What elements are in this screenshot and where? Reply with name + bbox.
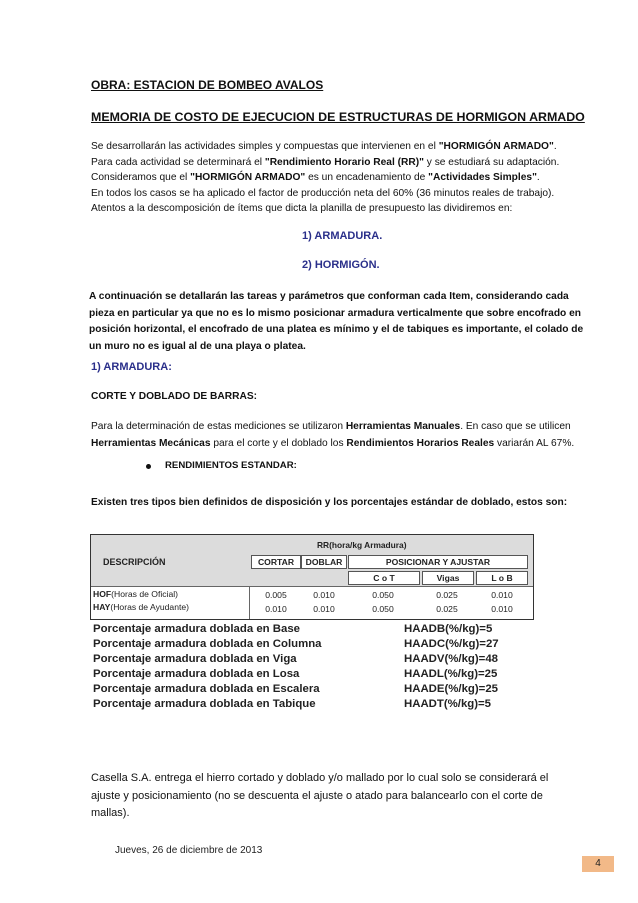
casella-line: mallas). — [91, 807, 130, 819]
table-descripcion-header: DESCRIPCIÓN — [103, 557, 166, 567]
porcentaje-row — [93, 638, 513, 650]
intro-line — [91, 155, 591, 171]
row-label: (Horas de Oficial) — [111, 589, 178, 599]
table-posicionar-header: POSICIONAR Y AJUSTAR — [348, 555, 528, 569]
table-cell: 0.010 — [491, 590, 513, 600]
table-row — [93, 589, 178, 599]
detalle-line: pieza en particular ya que no es lo mismo posicionar armadura verticalmente que sobre encofrado en — [89, 307, 581, 319]
table-cell: 0.010 — [265, 604, 287, 614]
footer-date: Jueves, 26 de diciembre de 2013 — [115, 845, 263, 856]
porcentaje-label: Porcentaje armadura doblada en Viga — [93, 653, 297, 665]
row-code: HOF — [93, 589, 112, 599]
tipos-text: Existen tres tipos bien definidos de disposición y los porcentajes estándar de doblado, estos son: — [91, 497, 568, 508]
porcentaje-code: HAADV(%/kg)=48 — [404, 653, 498, 665]
table-cell: 0.025 — [436, 590, 458, 600]
porcentaje-row — [93, 623, 513, 635]
detalle-line: posición horizontal, el encofrado de una platea es mínimo y el de tabiques es importante, el colado de — [89, 324, 584, 335]
text-bold: Rendimientos Horarios Reales — [346, 438, 495, 449]
text: es un encadenamiento de — [305, 172, 429, 183]
porcentaje-code: HAADT(%/kg)=5 — [404, 698, 492, 710]
table-cell: 0.010 — [491, 604, 513, 614]
text: . — [536, 172, 540, 183]
section-armadura-title: 1) ARMADURA: — [91, 361, 172, 373]
herramientas-line — [91, 418, 611, 435]
intro-line — [91, 139, 591, 155]
text-bold: Herramientas Manuales — [345, 421, 461, 432]
porcentaje-code: HAADE(%/kg)=25 — [404, 683, 498, 695]
row-code: HAY — [93, 602, 111, 612]
table-cell: 0.005 — [265, 590, 287, 600]
intro-paragraph — [91, 139, 591, 217]
porcentaje-label: Porcentaje armadura doblada en Escalera — [93, 683, 320, 695]
table-cell: 0.010 — [313, 590, 335, 600]
intro-line — [91, 170, 591, 186]
detalle-paragraph — [89, 289, 599, 355]
table-cell: 0.050 — [372, 590, 394, 600]
table-divider — [91, 586, 533, 587]
table-rr-header: RR(hora/kg Armadura) — [317, 540, 407, 550]
memoria-title: MEMORIA DE COSTO DE EJECUCION DE ESTRUCTURAS DE HORMIGON ARMADO — [91, 110, 585, 124]
intro-line: Atentos a la descomposición de ítems que dicta la planilla de presupuesto las dividiremos en: — [91, 203, 513, 214]
porcentaje-label: Porcentaje armadura doblada en Tabique — [93, 698, 316, 710]
text: Consideramos que el — [91, 172, 191, 183]
text-bold: "Rendimiento Horario Real (RR)" — [264, 156, 424, 168]
item-hormigon: 2) HORMIGÓN. — [302, 259, 380, 271]
herramientas-line — [91, 435, 611, 452]
table-cell: 0.010 — [313, 604, 335, 614]
text: . En caso que se utilicen — [460, 421, 571, 432]
table-cell: 0.025 — [436, 604, 458, 614]
casella-line: ajuste y posicionamiento (no se descuenta el ajuste o atado para balancearlo con el corte de — [91, 789, 543, 802]
porcentaje-row — [93, 653, 513, 665]
section-subtitle: CORTE Y DOBLADO DE BARRAS: — [91, 391, 258, 402]
page-number: 4 — [582, 856, 614, 872]
bullet-icon — [146, 464, 151, 469]
porcentaje-row — [93, 668, 513, 680]
text: para el corte y el doblado los — [210, 438, 347, 449]
rendimientos-table — [90, 534, 534, 620]
text: Se desarrollarán las actividades simples y compuestas que intervienen en el — [91, 141, 439, 152]
text: . — [553, 141, 557, 152]
porcentaje-label: Porcentaje armadura doblada en Columna — [93, 638, 322, 650]
table-lob-header: L o B — [476, 571, 528, 585]
table-vigas-header: Vigas — [422, 571, 474, 585]
text-bold: "HORMIGÓN ARMADO" — [438, 141, 554, 152]
porcentaje-row — [93, 698, 513, 710]
text: y se estudiará su adaptación. — [423, 156, 560, 168]
text: Para la determinación de estas mediciones se utilizaron — [91, 421, 346, 432]
detalle-line: un muro no es igual al de una playa o platea. — [89, 340, 306, 352]
casella-line: Casella S.A. entrega el hierro cortado y doblado y/o mallado por lo cual solo se considerará el — [91, 772, 549, 784]
table-cell: 0.050 — [372, 604, 394, 614]
text: variarán AL 67%. — [494, 438, 575, 449]
porcentaje-code: HAADB(%/kg)=5 — [404, 623, 493, 635]
table-vline — [249, 586, 250, 619]
porcentaje-code: HAADC(%/kg)=27 — [404, 638, 499, 650]
porcentaje-row — [93, 683, 513, 695]
text-bold: "Actividades Simples" — [428, 172, 537, 183]
porcentaje-code: HAADL(%/kg)=25 — [404, 668, 498, 680]
bullet-label: RENDIMIENTOS ESTANDAR: — [165, 460, 297, 471]
porcentaje-label: Porcentaje armadura doblada en Losa — [93, 668, 300, 680]
porcentaje-label: Porcentaje armadura doblada en Base — [93, 623, 301, 635]
detalle-line: A continuación se detallarán las tareas y parámetros que conforman cada Item, considerando cada — [89, 291, 569, 302]
table-doblar-header: DOBLAR — [301, 555, 347, 569]
table-cot-header: C o T — [348, 571, 420, 585]
text-bold: Herramientas Mecánicas — [91, 438, 211, 449]
table-cortar-header: CORTAR — [251, 555, 301, 569]
casella-paragraph — [91, 770, 611, 823]
row-label: (Horas de Ayudante) — [110, 602, 190, 612]
herramientas-paragraph — [91, 418, 611, 452]
text: Para cada actividad se determinará el — [91, 156, 265, 168]
table-row — [93, 602, 189, 612]
item-armadura: 1) ARMADURA. — [302, 230, 383, 242]
obra-title: OBRA: ESTACION DE BOMBEO AVALOS — [91, 78, 324, 92]
intro-line: En todos los casos se ha aplicado el factor de producción neta del 60% (36 minutos reales de trabajo). — [91, 187, 555, 199]
text-bold: "HORMIGÓN ARMADO" — [190, 172, 306, 183]
